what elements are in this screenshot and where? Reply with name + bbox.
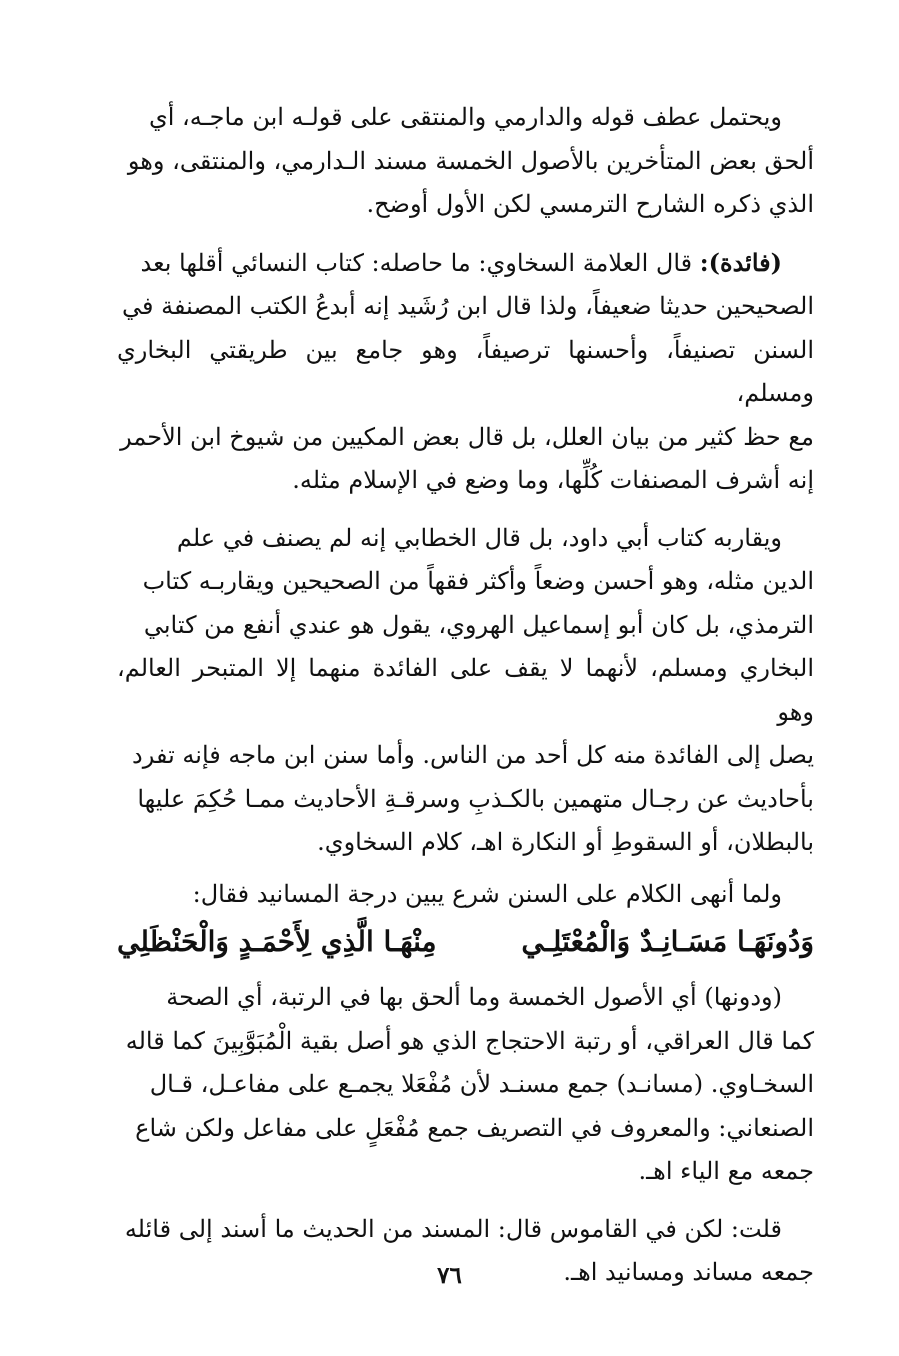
faida-label: (فائدة): (699, 247, 782, 277)
line: السنن تصنيفاً، وأحسنها ترصيفاً، وهو جامع بين طريقتي البخاري ومسلم، (117, 335, 814, 407)
line: مع حظ كثير من بيان العلل، بل قال بعض المكيين من شيوخ ابن الأحمر (120, 422, 814, 451)
line: الصنعاني: والمعروف في التصريف جمع مُفْعَلٍ على مفاعل ولكن شاع (135, 1113, 814, 1142)
line: بالبطلان، أو السقوطِ أو النكارة اهـ، كلام السخاوي. (317, 828, 814, 856)
line: بأحاديث عن رجـال متهمين بالكـذبِ وسرقـةِ الأحاديث ممـا حُكِمَ عليها (137, 784, 814, 813)
line: الصحيحين حديثا ضعيفاً، ولذا قال ابن رُشَيد إنه أبدعُ الكتب المصنفة في (122, 292, 814, 320)
line: ويحتمل عطف قوله والدارمي والمنتقى على قولـه ابن ماجـه، أي (148, 103, 782, 131)
verse-left-hemistich: مِنْهَـا الَّذِي لِأَحْمَـدٍ وَالْحَنْظَلِي (117, 925, 437, 958)
line: قلت: لكن في القاموس قال: المسند من الحديث ما أسند إلى قائله (124, 1214, 782, 1243)
line: جمعه مع الياء اهـ. (638, 1157, 814, 1185)
line: ألحق بعض المتأخرين بالأصول الخمسة مسند الـدارمي، والمنتقى، وهو (127, 146, 814, 175)
line: قال العلامة السخاوي: ما حاصله: كتاب النسائي أقلها بعد (140, 248, 700, 277)
line: البخاري ومسلم، لأنهما لا يقف على الفائدة منهما إلا المتبحر العالم، وهو (117, 654, 814, 726)
page-body (117, 96, 814, 1296)
paragraph-4 (117, 873, 814, 917)
paragraph-5 (117, 976, 814, 1194)
verse-right-hemistich: وَدُونَهَـا مَسَـانِـدٌ وَالْمُعْتَلِـي (521, 925, 814, 958)
line: يصل إلى الفائدة منه كل أحد من الناس. وأما سنن ابن ماجه فإنه تفرد (132, 741, 814, 769)
paragraph-3 (117, 517, 814, 865)
paragraph-1 (117, 96, 814, 227)
line: جمعه مساند ومسانيد اهـ. (563, 1258, 814, 1286)
line: (ودونها) أي الأصول الخمسة وما ألحق بها في الرتبة، أي الصحة (166, 983, 782, 1011)
line: الترمذي، بل كان أبو إسماعيل الهروي، يقول هو عندي أنفع من كتابي (143, 610, 814, 639)
line: السخـاوي. (مسانـد) جمع مسنـد لأن مُفْعَلا يجمـع على مفاعـل، قـال (149, 1070, 814, 1098)
line: الدين مثله، وهو أحسن وضعاً وأكثر فقهاً من الصحيحين ويقاربـه كتاب (142, 567, 814, 595)
line: ولما أنهى الكلام على السنن شرع يبين درجة المسانيد فقال: (192, 879, 782, 908)
line: الذي ذكره الشارح الترمسي لكن الأول أوضح. (366, 190, 814, 218)
poem-verse (117, 916, 814, 968)
line: ويقاربه كتاب أبي داود، بل قال الخطابي إنه لم يصنف في علم (176, 523, 782, 552)
paragraph-2-faida (117, 241, 814, 503)
line: كما قال العراقي، أو رتبة الاحتجاج الذي هو أصل بقية الْمُبَوَّبِينَ كما قاله (125, 1026, 814, 1055)
page-number: ٧٦ (437, 1262, 462, 1289)
line: إنه أشرف المصنفات كُلِّها، وما وضع في الإسلام مثله. (292, 466, 814, 494)
